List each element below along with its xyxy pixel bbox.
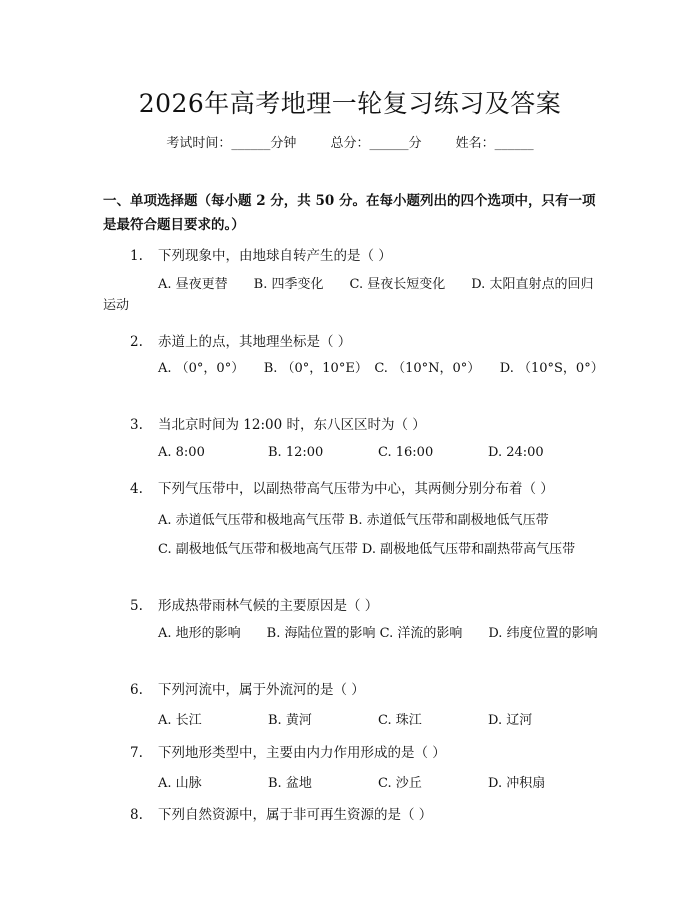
question-stem: 赤道上的点，其地理坐标是（ ） [158,334,352,350]
question-stem: 下列气压带中，以副热带高气压带为中心，其两侧分别分布着（ ） [158,481,554,497]
section-heading: 一、单项选择题（每小题 2 分，共 50 分。在每小题列出的四个选项中，只有一项是最符合题目要求的。） [103,193,596,233]
question-1-options: A. 昼夜更替 B. 四季变化 C. 昼夜长短变化 D. 太阳直射点的回归运动 [103,277,594,313]
question-number: 2. [130,334,143,350]
question-1 [130,244,600,264]
option-b: B. 黄河 [268,713,312,728]
question-number: 4. [130,481,143,497]
question-stem: 形成热带雨林气候的主要原因是（ ） [158,598,379,614]
question-stem: 下列地形类型中，主要由内力作用形成的是（ ） [158,745,446,761]
option-a: A. 长江 [158,713,202,728]
question-stem: 下列自然资源中，属于非可再生资源的是（ ） [158,807,433,823]
question-4-options-line2: C. 副极地低气压带和极地高气压带 D. 副极地低气压带和副热带高气压带 [158,542,576,557]
option-b: B. 12:00 [268,445,324,460]
question-stem: 下列河流中，属于外流河的是（ ） [158,682,365,698]
option-a: A. 8:00 [158,445,205,460]
option-c: C. 珠江 [378,713,422,728]
question-8 [130,803,600,823]
option-a: A. 山脉 [158,776,202,791]
question-2 [130,330,600,350]
question-number: 7. [130,745,143,761]
question-number: 6. [130,682,143,698]
question-3-options [158,445,544,460]
question-number: 5. [130,598,143,614]
question-number: 8. [130,807,143,823]
question-number: 1. [130,248,143,264]
question-7-options [158,772,545,791]
option-c: C. 沙丘 [378,776,422,791]
option-b: B. 盆地 [268,776,312,791]
option-d: D. 24:00 [488,445,544,460]
question-6 [130,678,600,698]
total-score-field: 总分：______分 [330,136,422,151]
exam-meta [0,132,700,151]
student-name-field: 姓名：______ [455,136,534,151]
exam-time-field: 考试时间：______分钟 [166,136,297,151]
question-stem: 当北京时间为 12:00 时，东八区区时为（ ） [158,417,426,433]
question-4 [130,477,600,497]
option-c: C. 16:00 [378,445,434,460]
question-stem: 下列现象中，由地球自转产生的是（ ） [158,248,392,264]
question-7 [130,741,600,761]
question-4-options-line1: A. 赤道低气压带和极地高气压带 B. 赤道低气压带和副极地低气压带 [158,513,549,528]
option-d: D. 辽河 [488,713,533,728]
option-d: D. 冲积扇 [488,776,546,791]
question-3 [130,413,600,433]
page-title: 2026年高考地理一轮复习练习及答案 [138,89,562,118]
question-5 [130,594,600,614]
question-2-options: A. （0°，0°） B. （0°，10°E） C. （10°N，0°） D. （10°S，0°） [158,361,604,376]
question-6-options [158,709,532,728]
question-5-options: A. 地形的影响 B. 海陆位置的影响 C. 洋流的影响 D. 纬度位置的影响 [158,626,598,641]
question-number: 3. [130,417,143,433]
